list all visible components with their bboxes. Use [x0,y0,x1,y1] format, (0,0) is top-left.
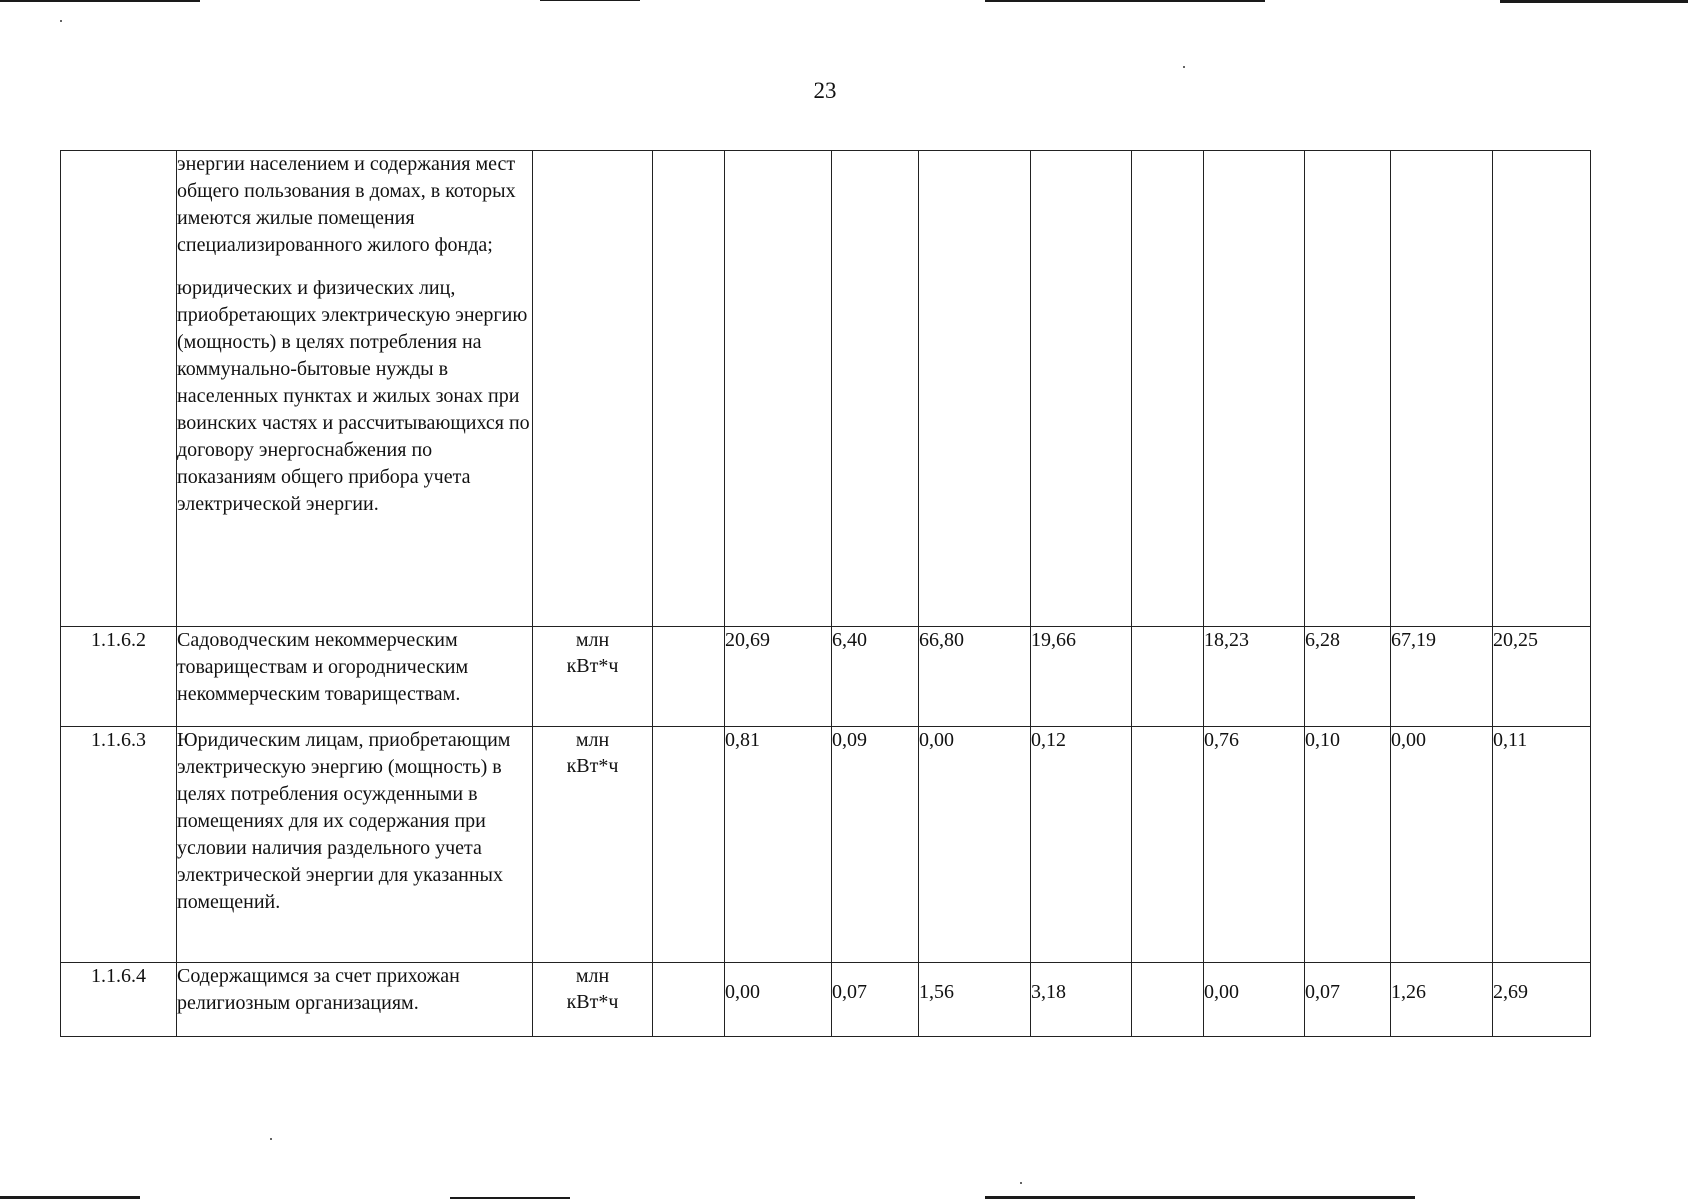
row-code-cell: 1.1.6.3 [61,727,177,963]
value-cell: 19,66 [1031,627,1132,727]
value-cell [832,151,919,627]
value-cell [919,151,1031,627]
unit-line: млн [575,729,610,751]
value-cell: 18,23 [1204,627,1305,727]
value-cell: 0,12 [1031,727,1132,963]
unit-cell [533,151,653,627]
row-description-cell [177,151,533,627]
value-cell [1493,151,1591,627]
value-cell: 3,18 [1031,963,1132,1037]
value-cell [725,151,832,627]
value-cell [1132,627,1204,727]
unit-line: кВт*ч [566,755,619,777]
row-code-cell [61,151,177,627]
scan-edge-bottom-right [985,1196,1415,1199]
value-cell: 0,00 [919,727,1031,963]
row-code-cell: 1.1.6.2 [61,627,177,727]
value-cell [653,151,725,627]
value-cell: 0,00 [1204,963,1305,1037]
value-cell [1204,151,1305,627]
value-cell [1132,963,1204,1037]
row-code-cell: 1.1.6.4 [61,963,177,1037]
tariff-volume-table [60,150,1591,1037]
scan-edge-top-far-right [1500,0,1688,3]
value-cell: 0,07 [832,963,919,1037]
value-cell [653,727,725,963]
value-cell [1132,727,1204,963]
scan-speck [1183,66,1185,68]
value-cell: 20,69 [725,627,832,727]
value-cell: 6,40 [832,627,919,727]
value-cell: 0,76 [1204,727,1305,963]
value-cell [1391,151,1493,627]
scan-speck [60,20,62,22]
value-cell: 1,56 [919,963,1031,1037]
scan-edge-bottom-left [0,1196,140,1199]
table-row-continuation [61,151,1591,627]
scan-edge-top-left [0,0,200,2]
value-cell: 1,26 [1391,963,1493,1037]
value-cell: 0,81 [725,727,832,963]
value-cell: 0,00 [725,963,832,1037]
unit-cell [533,963,653,1037]
value-cell [1031,151,1132,627]
value-cell [1305,151,1391,627]
unit-line: млн [575,629,610,651]
unit-line: кВт*ч [566,991,619,1013]
page-number: 23 [813,78,837,103]
value-cell: 0,11 [1493,727,1591,963]
unit-cell [533,727,653,963]
value-cell: 66,80 [919,627,1031,727]
value-cell: 6,28 [1305,627,1391,727]
row-description-cell: Содержащимся за счет прихожан религиозным организациям. [177,963,533,1037]
description-paragraph: энергии населением и содержания мест общего пользования в домах, в которых имеются жилые помещения специализированного жилого фонда; [177,153,516,256]
scan-speck [1020,1182,1022,1184]
value-cell: 0,07 [1305,963,1391,1037]
value-cell [653,627,725,727]
table-row [61,727,1591,963]
value-cell: 0,09 [832,727,919,963]
value-cell: 0,10 [1305,727,1391,963]
value-cell [1132,151,1204,627]
unit-line: кВт*ч [566,655,619,677]
scan-edge-top-mid [540,0,640,1]
description-paragraph: юридических и физических лиц, приобретающих электрическую энергию (мощность) в целях потребления на коммунально-бытовые нужды в населенных пунктах и жилых зонах при воинских частях и рассчитывающихся по договору энергоснабжения по показаниям общего прибора учета электрической энергии. [177,277,530,515]
unit-line: млн [575,965,610,987]
table-row [61,963,1591,1037]
table-row [61,627,1591,727]
scan-edge-bottom-mid [450,1197,570,1199]
unit-cell [533,627,653,727]
value-cell: 20,25 [1493,627,1591,727]
row-description-cell: Юридическим лицам, приобретающим электрическую энергию (мощность) в целях потребления осужденными в помещениях для их содержания при условии наличия раздельного учета электрической энергии для указанных помещений. [177,727,533,963]
value-cell [653,963,725,1037]
value-cell: 2,69 [1493,963,1591,1037]
scan-edge-top-right [985,0,1265,2]
scan-speck [270,1138,272,1140]
value-cell: 67,19 [1391,627,1493,727]
value-cell: 0,00 [1391,727,1493,963]
row-description-cell: Садоводческим некоммерческим товариществам и огородническим некоммерческим товариществам. [177,627,533,727]
